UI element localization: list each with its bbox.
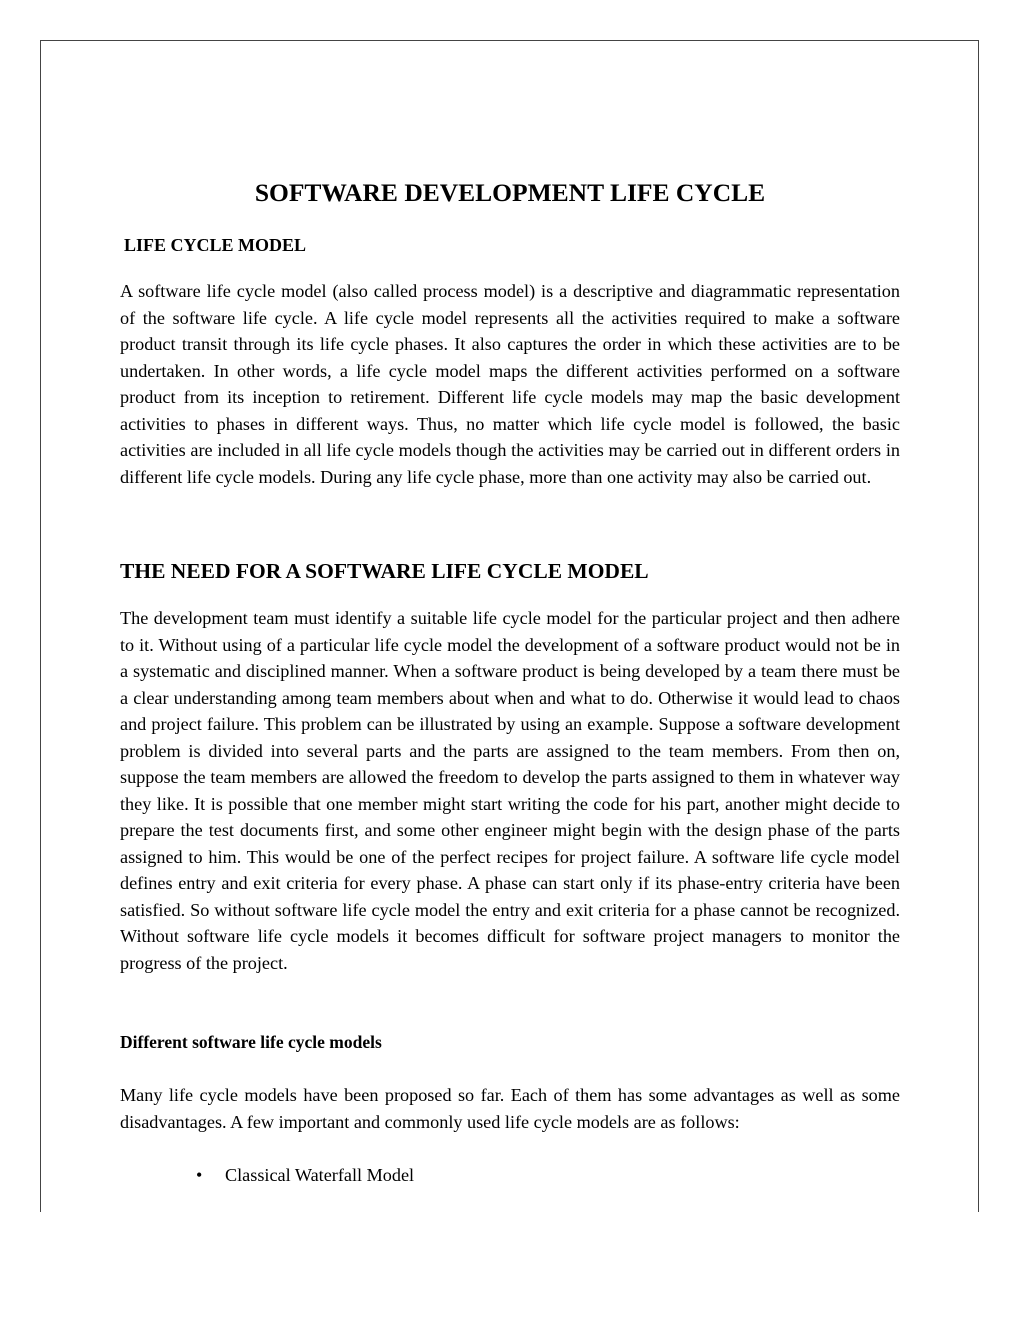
paragraph-different-models: Many life cycle models have been proposed so far. Each of them has some advantages as well as some disadvantages. A few important and commonly used life cycle models are as follows: bbox=[120, 1085, 900, 1132]
section-heading-life-cycle-model: LIFE CYCLE MODEL bbox=[124, 235, 307, 255]
list-item-label: Classical Waterfall Model bbox=[225, 1165, 415, 1185]
model-list bbox=[196, 1162, 414, 1188]
list-item bbox=[196, 1162, 414, 1188]
paragraph-life-cycle-model: A software life cycle model (also called process model) is a descriptive and diagrammatic representation of the software life cycle. A life cycle model represents all the activities required to make a software product transit through its life cycle phases. It also captures the order in which these activities are to be undertaken. In other words, a life cycle model maps the different activities performed on a software product from its inception to retirement. Different life cycle models may map the basic development activities to phases in different ways. Thus, no matter which life cycle model is followed, the basic activities are included in all life cycle models though the activities may be carried out in different orders in different life cycle models. During any life cycle phase, more than one activity may also be carried out. bbox=[120, 281, 900, 487]
section-heading-need-for-model: THE NEED FOR A SOFTWARE LIFE CYCLE MODEL bbox=[120, 559, 649, 583]
document-title: SOFTWARE DEVELOPMENT LIFE CYCLE bbox=[254, 178, 766, 207]
section-heading-different-models: Different software life cycle models bbox=[120, 1032, 382, 1052]
bullet-icon: • bbox=[196, 1165, 203, 1185]
paragraph-need-for-model: The development team must identify a suitable life cycle model for the particular project and then adhere to it. Without using of a particular life cycle model the development of a software product would not be in a systematic and disciplined manner. When a software product is being developed by a team there must be a clear understanding among team members about when and what to do. Otherwise it would lead to chaos and project failure. This problem can be illustrated by using an example. Suppose a software development problem is divided into several parts and the parts are assigned to the team members. From then on, suppose the team members are allowed the freedom to develop the parts assigned to them in whatever way they like. It is possible that one member might start writing the code for his part, another might decide to prepare the test documents first, and some other engineer might begin with the design phase of the parts assigned to him. This would be one of the perfect recipes for project failure. A software life cycle model defines entry and exit criteria for every phase. A phase can start only if its phase-entry criteria have been satisfied. So without software life cycle model the entry and exit criteria for a phase cannot be recognized. Without software life cycle models it becomes difficult for software project managers to monitor the progress of the project. bbox=[120, 608, 900, 973]
